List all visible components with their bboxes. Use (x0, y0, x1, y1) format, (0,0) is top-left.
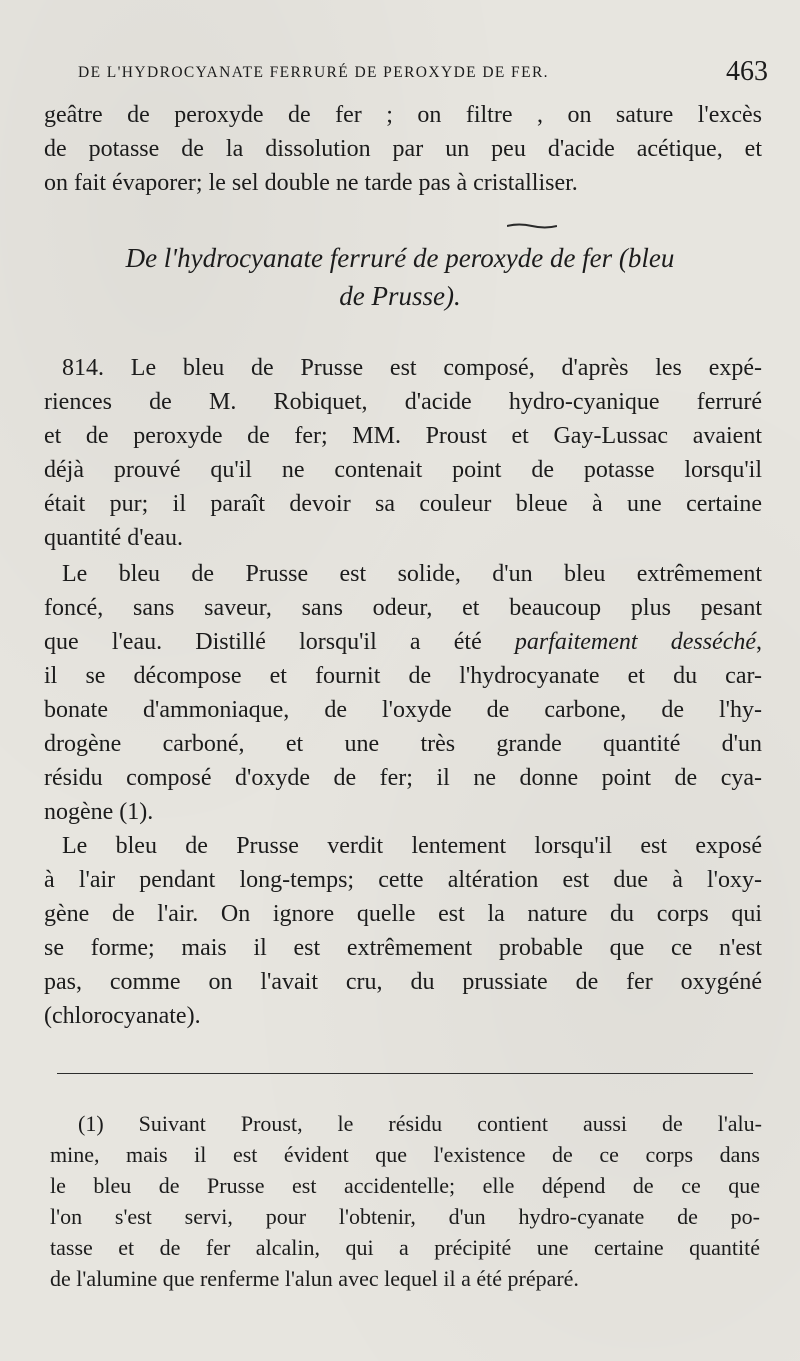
text-line: geâtre de peroxyde de fer ; on filtre , on sature l'excès (44, 102, 762, 128)
paragraph-line-suffix: , (756, 629, 762, 655)
paragraph-line: Le bleu de Prusse verdit lentement lorsqu'il est exposé (62, 833, 762, 859)
footnote-divider (57, 1073, 753, 1074)
page-header (78, 58, 768, 92)
text-line: on fait évaporer; le sel double ne tarde pas à cristalliser. (44, 170, 578, 196)
paragraph-line: était pur; il paraît devoir sa couleur bleue à une certaine (44, 491, 762, 517)
paragraph-line: à l'air pendant long-temps; cette altération est due à l'oxy- (44, 867, 762, 893)
text-line: de potasse de la dissolution par un peu d'acide acétique, et (44, 136, 762, 162)
paragraph-line: nogène (1). (44, 799, 154, 825)
paragraph-line-with-emphasis (44, 625, 762, 659)
paragraph-line: foncé, sans saveur, sans odeur, et beaucoup plus pesant (44, 595, 762, 621)
footnote-line: tasse et de fer alcalin, qui a précipité une certaine quantité (50, 1235, 760, 1260)
page-number: 463 (726, 56, 768, 87)
emphasis-text: parfaitement desséché (514, 629, 756, 655)
footnote-line: (1) Suivant Proust, le résidu contient aussi de l'alu- (78, 1111, 762, 1136)
paragraph-line: résidu composé d'oxyde de fer; il ne donne point de cya- (44, 765, 762, 791)
footnote-line: l'on s'est servi, pour l'obtenir, d'un hydro-cyanate de po- (50, 1204, 760, 1229)
paragraph-line: il se décompose et fournit de l'hydrocyanate et du car- (44, 663, 762, 689)
section-ornament (507, 223, 557, 229)
section-heading-line-1: De l'hydrocyanate ferruré de peroxyde de fer (bleu (125, 243, 675, 273)
footnote-line: de l'alumine que renferme l'alun avec lequel il a été préparé. (50, 1266, 579, 1291)
paragraph-line: riences de M. Robiquet, d'acide hydro-cyanique ferruré (44, 389, 762, 415)
paragraph-line: Le bleu de Prusse est solide, d'un bleu extrêmement (62, 561, 762, 587)
section-heading-line-2: de Prusse). (339, 281, 461, 311)
paragraph-line: drogène carboné, et une très grande quantité d'un (44, 731, 762, 757)
footnote-line: mine, mais il est évident que l'existence de ce corps dans (50, 1142, 760, 1167)
paragraph-line: 814. Le bleu de Prusse est composé, d'après les expé- (62, 355, 762, 381)
paragraph-line: bonate d'ammoniaque, de l'oxyde de carbone, de l'hy- (44, 697, 762, 723)
paragraph-line: quantité d'eau. (44, 525, 183, 551)
paragraph-line-prefix: que l'eau. Distillé lorsqu'il a été (44, 629, 515, 655)
paragraph-line: pas, comme on l'avait cru, du prussiate de fer oxygéné (44, 969, 762, 995)
paragraph-line: gène de l'air. On ignore quelle est la nature du corps qui (44, 901, 762, 927)
running-head: DE L'HYDROCYANATE FERRURÉ DE PEROXYDE DE FER. (78, 64, 549, 81)
paragraph-line: et de peroxyde de fer; MM. Proust et Gay-Lussac avaient (44, 423, 762, 449)
paragraph-line: se forme; mais il est extrêmement probable que ce n'est (44, 935, 762, 961)
footnote-line: le bleu de Prusse est accidentelle; elle dépend de ce que (50, 1173, 760, 1198)
paragraph-line: déjà prouvé qu'il ne contenait point de potasse lorsqu'il (44, 457, 762, 483)
paragraph-line: (chlorocyanate). (44, 1003, 201, 1029)
